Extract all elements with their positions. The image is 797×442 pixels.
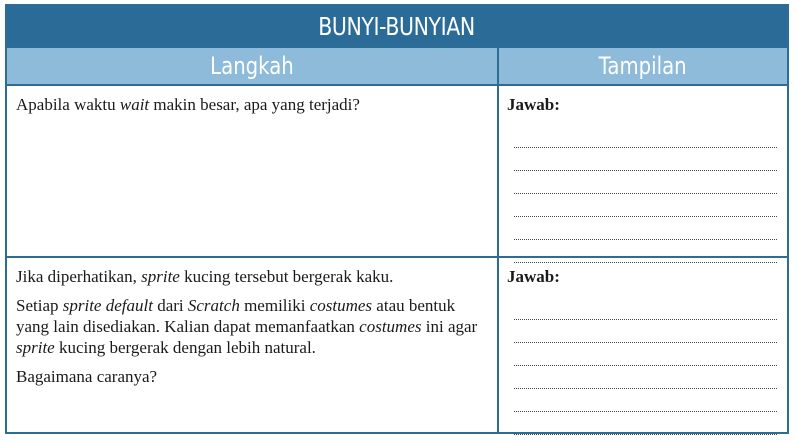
header-tampilan bbox=[497, 48, 787, 84]
answer-line[interactable] bbox=[514, 148, 777, 171]
answer-line[interactable] bbox=[514, 217, 777, 240]
answer-line[interactable] bbox=[514, 389, 777, 412]
answer-line[interactable] bbox=[514, 125, 777, 148]
answer-line[interactable] bbox=[514, 194, 777, 217]
answer-line[interactable] bbox=[514, 366, 777, 389]
answer-line[interactable] bbox=[514, 343, 777, 366]
paragraph-2: Setiap sprite default dari Scratch memiliki costumes atau bentuk yang lain disediakan. Kalian dapat memanfaatkan costumes ini agar sprite kucing bergerak dengan lebih natural. bbox=[16, 296, 478, 357]
table-title-text: BUNYI-BUNYIAN bbox=[318, 11, 476, 41]
activity-table bbox=[5, 4, 789, 434]
answer-cell-2 bbox=[497, 258, 787, 432]
answer-lines-2[interactable] bbox=[507, 297, 777, 435]
answer-line[interactable] bbox=[514, 297, 777, 320]
header-langkah-text: Langkah bbox=[210, 52, 294, 80]
question-1: Apabila waktu wait makin besar, apa yang terjadi? bbox=[16, 95, 360, 114]
answer-label-1: Jawab: bbox=[507, 95, 560, 114]
answer-line[interactable] bbox=[514, 171, 777, 194]
table-row bbox=[7, 86, 787, 258]
step-cell-1 bbox=[7, 86, 497, 256]
table-title bbox=[7, 6, 787, 46]
paragraph-3: Bagaimana caranya? bbox=[16, 367, 158, 386]
answer-line[interactable] bbox=[514, 412, 777, 435]
table-header-row bbox=[7, 46, 787, 86]
answer-label-2: Jawab: bbox=[507, 267, 560, 286]
answer-cell-1 bbox=[497, 86, 787, 256]
step-cell-2 bbox=[7, 258, 497, 432]
answer-line[interactable] bbox=[514, 320, 777, 343]
header-langkah bbox=[7, 48, 497, 84]
paragraph-1: Jika diperhatikan, sprite kucing tersebut bergerak kaku. bbox=[16, 267, 394, 286]
header-tampilan-text: Tampilan bbox=[599, 52, 687, 80]
table-row bbox=[7, 258, 787, 432]
answer-lines-1[interactable] bbox=[507, 125, 777, 263]
